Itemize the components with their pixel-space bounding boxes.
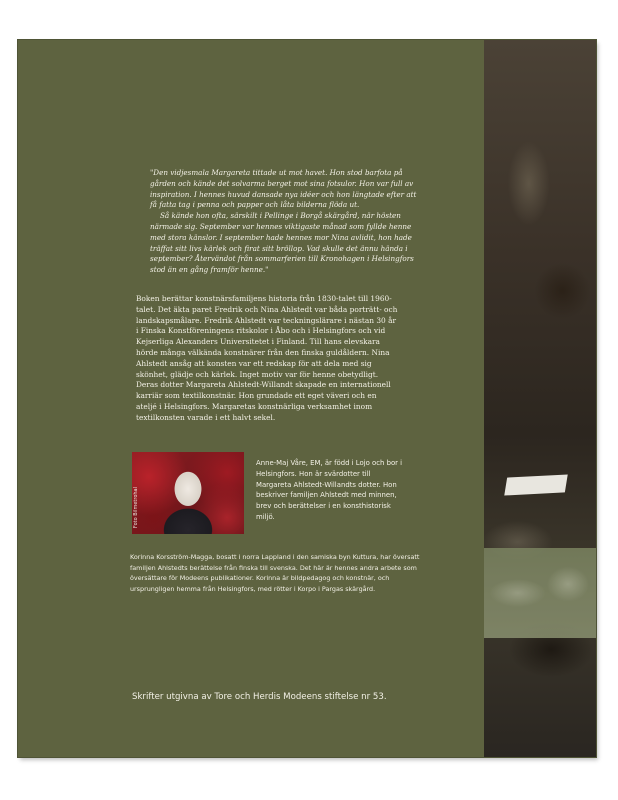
photo-credit: Foto Bilmetrohal — [133, 486, 139, 528]
description-text: Boken berättar konstnärsfamiljens historia från 1830-talet till 1960-talet. Det äkta paret Fredrik och Nina Ahlstedt var båda porträtt- och landskapsmålare. Fredrik Ahlstedt var teckningslärare i nästan 30 år i Finska Konstföreningens ritskolor i Åbo och i Helsingfors och vid Kejserliga Alexanders Universitetet i Finland. Till hans elevskara hörde många välkända konstnärer från den finska guldåldern. Nina Ahlstedt ansåg att konsten var ett redskap för att dela med sig skönhet, glädje och kärlek. Inget motiv var för henne obetydligt. Deras dotter Margareta Ahlstedt-Willandt skapade en internationell karriär som textilkonstnär. Hon grundade ett eget väveri och en ateljé i Helsingfors. Margaretas konstnärliga verksamhet inom textilkonsten varade i ett halvt sekel. — [136, 294, 398, 422]
quote-paragraph: "Den vidjesmala Margareta tittade ut mot havet. Hon stod barfota på gården och kände det solvarma berget mot sina fotsulor. Hon var full av inspiration. I hennes huvud dansade nya idéer och hon längtade efter att få fatta tag i penna och papper och låta bilderna flöda ut. — [150, 168, 417, 210]
quote-paragraph: Så kände hon ofta, särskilt i Pellinge i Borgå skärgård, när hösten närmade sig. September var hennes viktigaste månad som fyllde henne med stora känslor. I september hade hennes mor Nina avlidit, hon hade träffat sitt livs kärlek och firat sitt bröllop. Vad skulle det ännu hända i september? Återvändot från sommarferien till Kronohagen i Helsingfors stod än en gång framför henne." — [150, 211, 414, 275]
cover-photo-strip — [484, 40, 596, 757]
book-back-cover — [18, 40, 596, 757]
quote-block — [150, 168, 420, 276]
author-bio: Anne-Maj Våre, EM, är född i Lojo och bor i Helsingfors. Hon är svärdotter till Margareta Ahlstedt-Willandts dotter. Hon beskriver familjen Ahlstedt med minnen, brev och berättelser i en konsthistorisk miljö. — [256, 459, 403, 521]
translator-bio: Korinna Korsström-Magga, bosatt i norra Lappland i den samiska byn Kuttura, har översatt familjen Ahlstedts berättelse från finska till svenska. Det här är hennes andra arbete som översättare för Modeens publikationer. Korinna är bildpedagog och konstnär, och ursprungligen hemma från Helsingfors, med rötter i Korpo i Pargas skärgård. — [130, 553, 420, 593]
photo-detail — [504, 474, 567, 495]
author-photo — [132, 452, 244, 534]
photo-band — [484, 548, 596, 638]
series-line: Skrifter utgivna av Tore och Herdis Modeens stiftelse nr 53. — [132, 692, 387, 702]
